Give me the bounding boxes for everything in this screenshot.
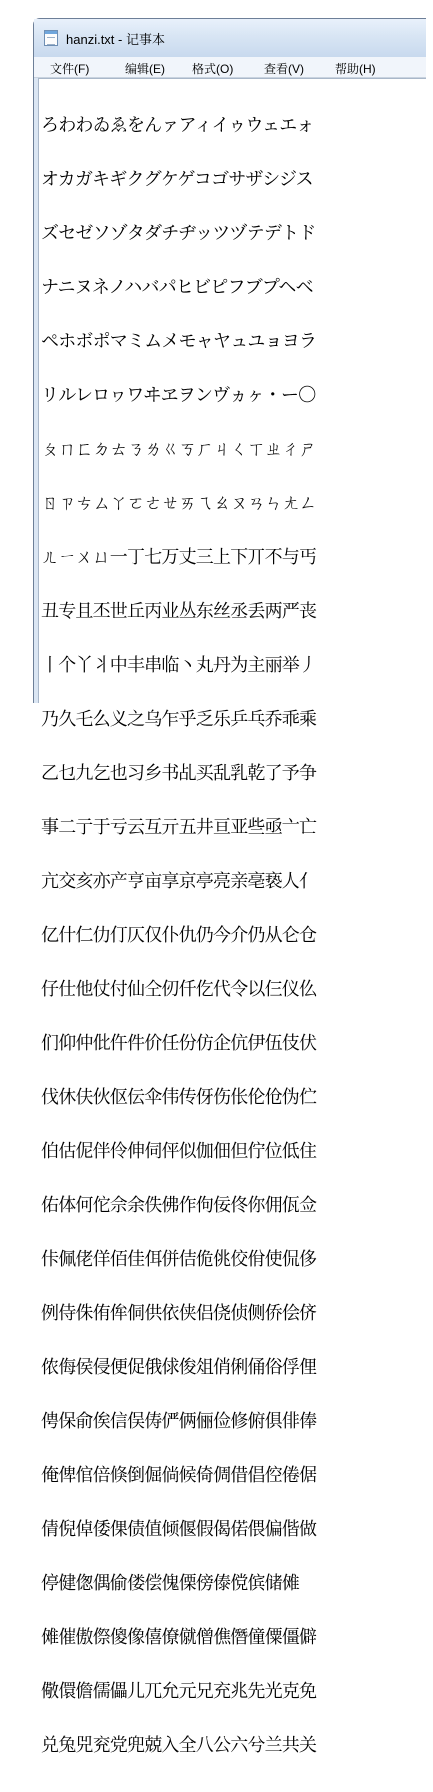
text-line: 例侍侏侑侔侗供依侠侣侥侦侧侨侩侪 — [41, 1303, 317, 1324]
text-line: 侬侮侯侵便促俄俅俊俎俏俐俑俗俘俚 — [41, 1357, 317, 1378]
window-title: hanzi.txt - 记事本 — [66, 32, 165, 47]
text-line: 儆儇儋儒儡儿兀允元兄充兆先光克免 — [41, 1681, 317, 1702]
menu-format[interactable]: 格式(O) — [192, 62, 234, 76]
text-line: 事二亍于亏云互亓五井亘亚些亟亠亡 — [41, 817, 317, 838]
notepad-window — [33, 18, 426, 1756]
menu-view[interactable]: 查看(V) — [264, 62, 304, 76]
text-line: 亿什仁仂仃仄仅仆仇仍今介仍从仑仓 — [41, 925, 317, 946]
text-line: 倩倪倬倭倮债值倾偃假偈偌偎偏偕做 — [41, 1519, 317, 1540]
text-line: 丑专且丕世丘丙业丛东丝丞丢两严丧 — [41, 601, 317, 622]
menu-edit[interactable]: 编辑(E) — [125, 62, 165, 76]
text-line: 佑体何佗佘余佚佛作佝佞佟你佣佤佥 — [41, 1195, 317, 1216]
text-content[interactable] — [41, 81, 433, 1791]
text-line: オカガキギクグケゲコゴサザシジス — [41, 169, 313, 190]
text-line: 伯估伲伴伶伸伺伻似伽佃但佇位低住 — [41, 1141, 317, 1162]
text-line: 兑兔兕兖党兜兢入全八公六兮兰共关 — [41, 1735, 317, 1756]
text-line: 亢交亥亦产亨亩享京亭亮亲亳亵人亻 — [41, 871, 317, 892]
text-line: ろわわゐゑをんァアィイゥウェエォ — [41, 115, 314, 136]
text-line: 们仰仲仳仵件价任份仿企伉伊伍伎伏 — [41, 1033, 317, 1054]
notepad-icon — [44, 30, 58, 46]
text-line: リルレロヮワヰヱヲンヴヵヶ・ー〇 — [41, 385, 316, 406]
text-line: 俺俾倌倍倏倒倔倘候倚倜借倡倥倦倨 — [41, 1465, 317, 1486]
menu-bar — [34, 57, 426, 78]
text-line: 伐休伕伙伛伝伞伟传伢伤伥伦伧伪伫 — [41, 1087, 317, 1108]
text-line: ㄖㄗㄘㄙㄚㄛㄜㄝㄞㄟㄠㄡㄢㄣㄤㄥ — [41, 493, 317, 514]
text-line: 仔仕他仗付仙仝仞仟仡代令以仨仪仫 — [41, 979, 317, 1000]
text-line: 乃久乇么义之乌乍乎乏乐乒乓乔乖乘 — [41, 709, 317, 730]
title-bar[interactable] — [34, 19, 426, 57]
text-line: 乙乜九乞也习乡书乩买乱乳乾了予争 — [41, 763, 317, 784]
text-line: 丨个丫丬中丰串临丶丸丹为主丽举丿 — [41, 655, 317, 676]
text-line: ㄦㄧㄨㄩ一丁七万丈三上下丌不与丐 — [41, 547, 317, 568]
text-line: 傩催傲傺傻像僖僚僦僧僬僭僮僳僵僻 — [41, 1627, 317, 1648]
text-line: ズセゼソゾタダチヂッツヅテデトド — [41, 223, 316, 244]
text-line: ナニヌネノハバパヒビピフブプヘベ — [41, 277, 313, 298]
menu-file[interactable]: 文件(F) — [50, 62, 90, 76]
text-line: 俜保俞俟信俣俦俨俩俪俭修俯俱俳俸 — [41, 1411, 317, 1432]
menu-help[interactable]: 帮助(H) — [335, 62, 376, 76]
text-editor[interactable] — [38, 78, 426, 1756]
text-line: ㄆㄇㄈㄉㄊㄋㄌㄍㄎㄏㄐㄑㄒㄓㄔㄕ — [41, 439, 317, 460]
text-line: ペホボポマミムメモャヤュユョヨラ — [41, 331, 317, 352]
text-line: 停健偬偶偷偻偿傀傈傍傣傥傧储傩 — [41, 1573, 299, 1594]
text-line: 佧佩佬佯佰佳佴併佶佹佻佼佾使侃侈 — [41, 1249, 317, 1270]
